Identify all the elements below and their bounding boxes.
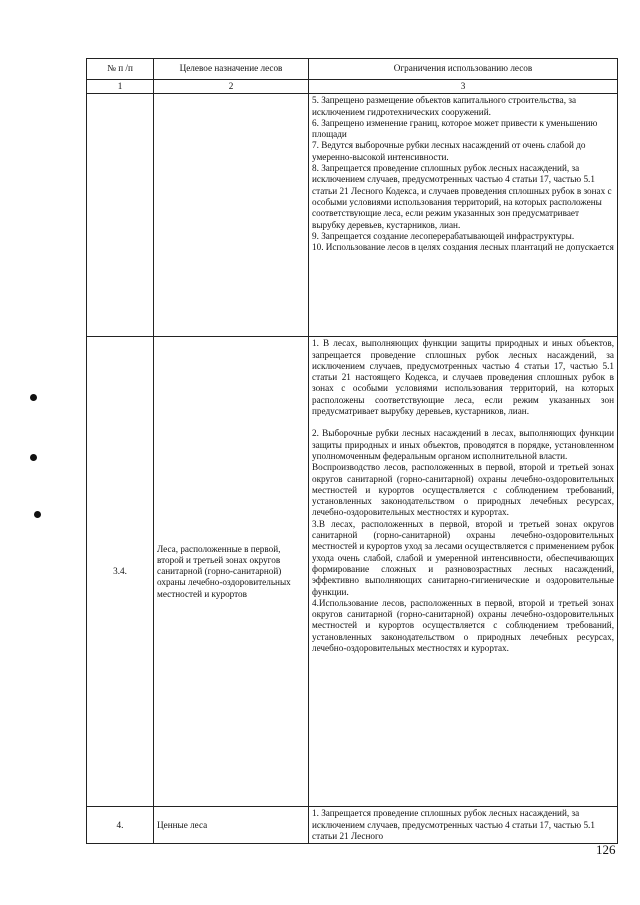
restriction-paragraph: 4.Использование лесов, расположенных в первой, второй и третьей зонах округов санитарной (горно-санитарной) охраны лечебно-оздоровительных местностей и курортов осуществляется с соблюдением требований, установленных законодательством о природных лечебных ресурсах, лечебно-оздоровительных местностях и курортах.	[312, 597, 614, 654]
restriction-item: 6. Запрещено изменение границ, которое может привести к уменьшению площади	[312, 117, 598, 140]
header-number: № п /п	[87, 59, 154, 80]
column-number-1: 1	[87, 80, 154, 94]
restriction-item: 10. Использование лесов в целях создания лесных плантаций не допускается	[312, 242, 614, 253]
restriction-item: 8. Запрещается проведение сплошных рубок лесных насаждений, за исключением случаев, предусмотренных частью 4 статьи 17, частью 5.1 статьи 21 Лесного Кодекса, и случаев проведения сплошных рубок в зонах с особыми условиями использования территорий, на которых расположены соответствующие леса, если режим указанных зон предусматривает вырубку деревьев, кустарников, лиан.	[312, 163, 612, 230]
table-row-continuation	[87, 94, 618, 337]
row-purpose-3-4: Леса, расположенные в первой, второй и третьей зонах округов санитарной (горно-санитарной) охраны лечебно-оздоровительных местностей и курортов	[154, 337, 309, 807]
header-restrictions: Ограничения использованию лесов	[309, 59, 618, 80]
forest-restrictions-table	[86, 58, 618, 844]
restriction-item: 9. Запрещается создание лесоперерабатывающей инфраструктуры.	[312, 230, 575, 241]
restriction-item: 7. Ведутся выборочные рубки лесных насаждений от очень слабой до умеренно-высокой интенсивности.	[312, 140, 586, 162]
restriction-paragraph: 2. Выборочные рубки лесных насаждений в лесах, выполняющих функции защиты природных и иных объектов, проводятся в порядке, установленном уполномоченным федеральным органом исполнительной власти.	[312, 428, 614, 461]
paragraph-gap	[312, 417, 614, 428]
column-numbers-row	[87, 80, 618, 94]
page-number: 126	[596, 842, 616, 857]
column-number-2: 2	[154, 80, 309, 94]
row-number-3-4: 3.4.	[87, 337, 154, 807]
restriction-paragraph: 3.В лесах, расположенных в первой, второй и третьей зонах округов санитарной (горно-санитарной) охраны лечебно-оздоровительных местностей и курортов уход за лесами осуществляется с применением рубок ухода очень слабой, слабой и умеренной интенсивности, обеспечивающих формирование сложных и разновозрастных лесных насаждений, эффективно выполняющих санитарно-гигиенические и оздоровительные функции.	[312, 518, 614, 597]
table-row-4	[87, 807, 618, 844]
row-purpose-cell	[154, 94, 309, 337]
row-restrictions-cell	[309, 94, 618, 337]
header-purpose: Целевое назначение лесов	[154, 59, 309, 80]
table-header-row	[87, 59, 618, 80]
row-purpose-4: Ценные леса	[154, 807, 309, 844]
margin-bullet-3	[34, 511, 41, 518]
column-number-3: 3	[309, 80, 618, 94]
restriction-paragraph: 1. В лесах, выполняющих функции защиты природных и иных объектов, запрещается проведение сплошных рубок лесных насаждений, за исключением случаев, предусмотренных частью 4 статьи 17, частью 5.1 статьи 21 настоящего Кодекса, и случаев проведения сплошных рубок в зонах с особыми условиями использования территорий, на которых расположены соответствующие леса, если режим указанных зон предусматривает вырубку деревьев, кустарников, лиан.	[312, 338, 614, 417]
margin-bullet-1	[30, 394, 37, 401]
margin-bullet-2	[30, 454, 37, 461]
row-restrictions-4	[309, 807, 618, 844]
row-number-4: 4.	[87, 807, 154, 844]
restriction-paragraph: 1. Запрещается проведение сплошных рубок лесных насаждений, за исключением случаев, предусмотренных частью 4 статьи 17, частью 5.1 статьи 21 Лесного	[312, 808, 595, 841]
row-restrictions-3-4	[309, 337, 618, 807]
table-row-3-4	[87, 337, 618, 807]
restriction-paragraph: Воспроизводство лесов, расположенных в первой, второй и третьей зонах округов санитарной (горно-санитарной) охраны лечебно-оздоровительных местностей и курортов осуществляется с соблюдением требований, установленных законодательством о природных лечебных ресурсах, лечебно-оздоровительных местностях и курортах.	[312, 462, 614, 518]
row-number-cell	[87, 94, 154, 337]
restriction-item: 5. Запрещено размещение объектов капитального строительства, за исключением гидротехнических сооружений.	[312, 95, 577, 117]
